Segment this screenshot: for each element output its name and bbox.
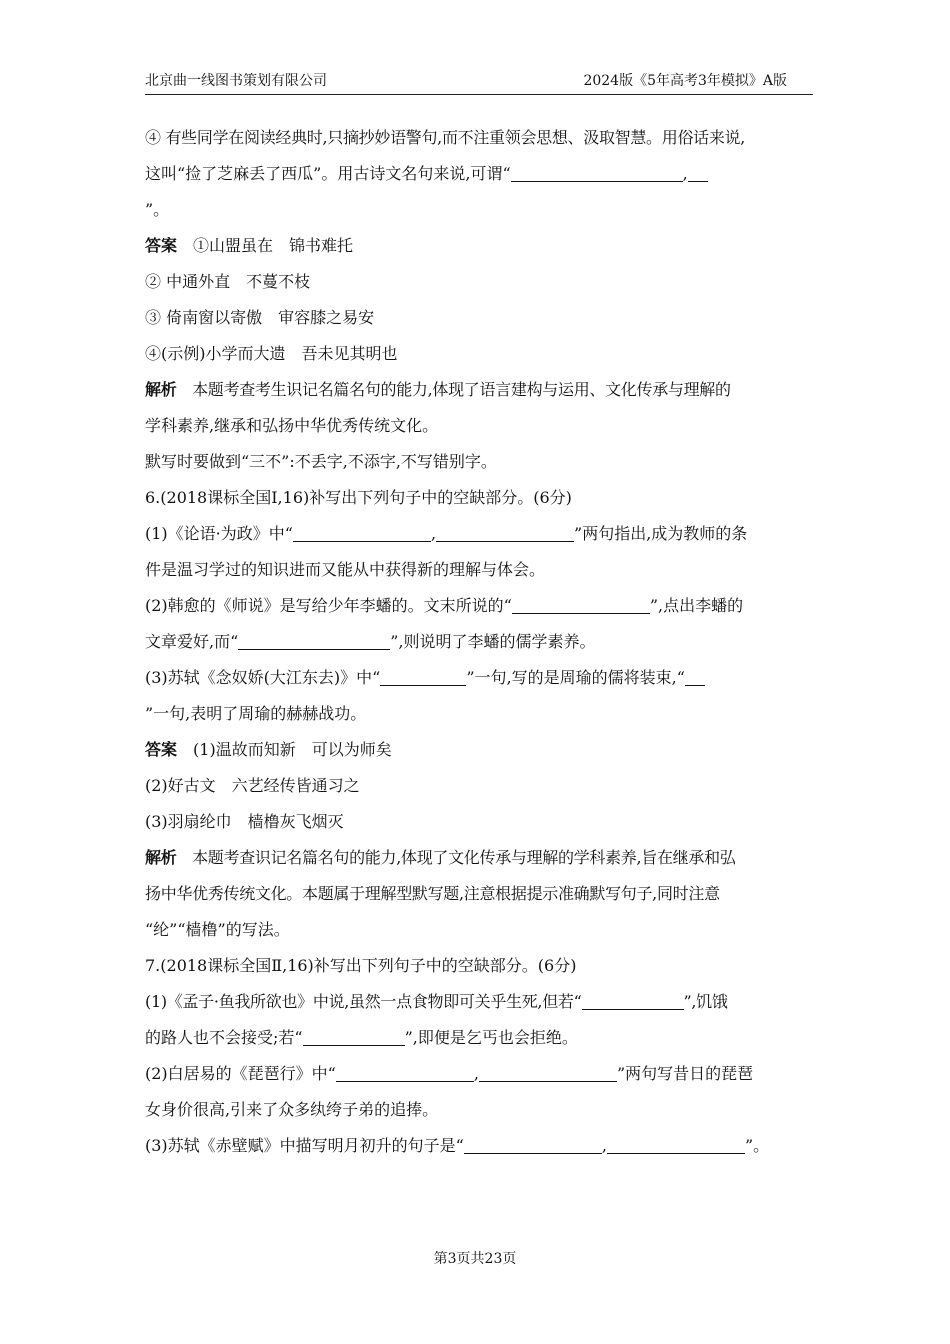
q5-analysis-line2: 学科素养,继承和弘扬中华优秀传统文化。	[145, 416, 439, 435]
analysis-label: 解析	[145, 848, 177, 867]
q7-s2-line1: (2)白居易的《琵琶行》中“ , ”两句写昔日的琵琶	[145, 1064, 754, 1083]
fill-blank	[436, 525, 574, 542]
q6-analysis-line3: “纶”“樯橹”的写法。	[145, 920, 290, 939]
publisher-name: 北京曲一线图书策划有限公司	[145, 73, 327, 89]
fill-blank	[685, 669, 705, 686]
fill-blank	[582, 993, 684, 1010]
fill-blank	[607, 1137, 745, 1154]
fill-blank	[238, 633, 390, 650]
analysis-label: 解析	[145, 380, 177, 399]
q5-item4-line2: 这叫“捡了芝麻丢了西瓜”。用古诗文名句来说,可谓“ ,	[145, 156, 813, 192]
q6-title: 6.(2018课标全国Ⅰ,16)补写出下列句子中的空缺部分。(6分)	[145, 488, 572, 507]
fill-blank	[303, 1029, 405, 1046]
q5-analysis-line1: 解析 本题考查考生识记名篇名句的能力,体现了语言建构与运用、文化传承与理解的	[145, 380, 731, 399]
q5-answer-line3: ③ 倚南窗以寄傲 审容膝之易安	[145, 308, 375, 327]
q6-s3-line2: ”一句,表明了周瑜的赫赫战功。	[145, 704, 367, 723]
fill-blank	[293, 525, 431, 542]
fill-blank	[380, 669, 466, 686]
q6-analysis-line2: 扬中华优秀传统文化。本题属于理解型默写题,注意根据提示准确默写句子,同时注意	[145, 884, 720, 903]
book-title: 2024版《5年高考3年模拟》A版	[583, 73, 787, 89]
q6-s2-line2: 文章爱好,而“ ”,则说明了李蟠的儒学素养。	[145, 632, 596, 651]
q6-s3-line1: (3)苏轼《念奴娇(大江东去)》中“ ”一句,写的是周瑜的儒将装束,“	[145, 660, 813, 696]
q6-answer-line3: (3)羽扇纶巾 樯橹灰飞烟灭	[145, 812, 344, 831]
q7-s2-line2: 女身价很高,引来了众多纨绔子弟的追捧。	[145, 1100, 439, 1119]
q6-s2-line1: (2)韩愈的《师说》是写给少年李蟠的。文末所说的“ ”,点出李蟠的	[145, 596, 744, 615]
q6-answer-line2: (2)好古文 六艺经传皆通习之	[145, 776, 360, 795]
q7-s3-line1: (3)苏轼《赤壁赋》中描写明月初升的句子是“ , ”。	[145, 1136, 770, 1155]
page-header	[145, 72, 813, 95]
fill-blank	[336, 1065, 474, 1082]
q5-item4-line1: ④ 有些同学在阅读经典时,只摘抄妙语警句,而不注重领会思想、汲取智慧。用俗话来说,	[145, 128, 746, 147]
q7-s1-line1: (1)《孟子·鱼我所欲也》中说,虽然一点食物即可关乎生死,但若“ ”,饥饿	[145, 992, 728, 1011]
q5-answer-line1: 答案 ①山盟虽在 锦书难托	[145, 236, 354, 255]
page-number: 第3页共23页	[433, 1251, 517, 1267]
fill-blank	[479, 1065, 617, 1082]
q5-answer-line4: ④(示例)小学而大遗 吾未见其明也	[145, 344, 398, 363]
answer-label: 答案	[145, 740, 178, 759]
q5-answer-line2: ② 中通外直 不蔓不枝	[145, 272, 311, 291]
q6-s1-line1: (1)《论语·为政》中“ , ”两句指出,成为教师的条	[145, 524, 748, 543]
q6-answer-line1: 答案 (1)温故而知新 可以为师矣	[145, 740, 392, 759]
q6-analysis-line1: 解析 本题考查识记名篇名句的能力,体现了文化传承与理解的学科素养,旨在继承和弘	[145, 848, 736, 867]
answer-label: 答案	[145, 236, 178, 255]
page-content	[145, 120, 813, 1164]
q6-s1-line2: 件是温习学过的知识进而又能从中获得新的理解与体会。	[145, 560, 546, 579]
q7-s1-line2: 的路人也不会接受;若“ ”,即便是乞丐也会拒绝。	[145, 1028, 578, 1047]
fill-blank	[688, 165, 708, 182]
fill-blank	[511, 165, 683, 182]
q7-title: 7.(2018课标全国Ⅱ,16)补写出下列句子中的空缺部分。(6分)	[145, 956, 577, 975]
fill-blank	[464, 1137, 602, 1154]
fill-blank	[512, 597, 650, 614]
q5-item4-line3: ”。	[145, 200, 170, 219]
q5-analysis-line3: 默写时要做到“三不”:不丢字,不添字,不写错别字。	[145, 452, 497, 471]
